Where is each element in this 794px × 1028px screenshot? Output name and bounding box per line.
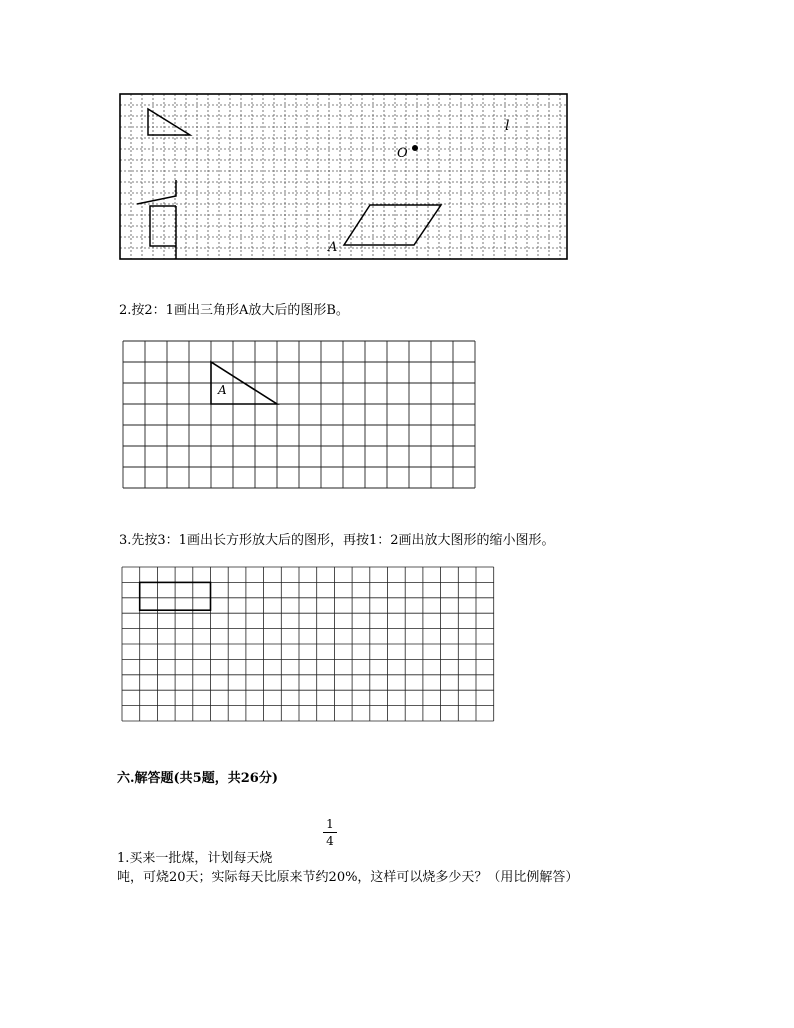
triangle-shape (148, 109, 190, 135)
figure1-dashed-grid (0, 0, 794, 270)
parallelogram-shape (344, 205, 441, 245)
fraction-one-quarter (323, 817, 337, 848)
question-2-text: 2.按2：1画出三角形A放大后的图形B。 (119, 303, 349, 318)
question-2-grid (0, 335, 794, 495)
figure1-label-l: l (505, 118, 510, 134)
triangle-a-label: A (218, 383, 227, 397)
fraction-bar (323, 832, 337, 833)
fraction-denominator: 4 (326, 834, 334, 848)
problem-1-line-2: 吨，可烧20天；实际每天比原来节约20%，这样可以烧多少天？（用比例解答） (117, 870, 579, 885)
section-6-title: 六.解答题(共5题，共26分) (117, 771, 278, 786)
problem-1-line-1: 1.买来一批煤，计划每天烧 (117, 851, 273, 866)
flag-shape (137, 180, 176, 204)
point-o (412, 145, 418, 151)
fraction-numerator: 1 (326, 817, 334, 831)
question-3-grid (0, 560, 794, 730)
grid-border (120, 94, 567, 259)
question-3-text: 3.先按3：1画出长方形放大后的图形，再按1：2画出放大图形的缩小图形。 (119, 533, 555, 548)
figure1-label-o: O (397, 146, 408, 161)
figure1-label-a: A (328, 240, 338, 255)
